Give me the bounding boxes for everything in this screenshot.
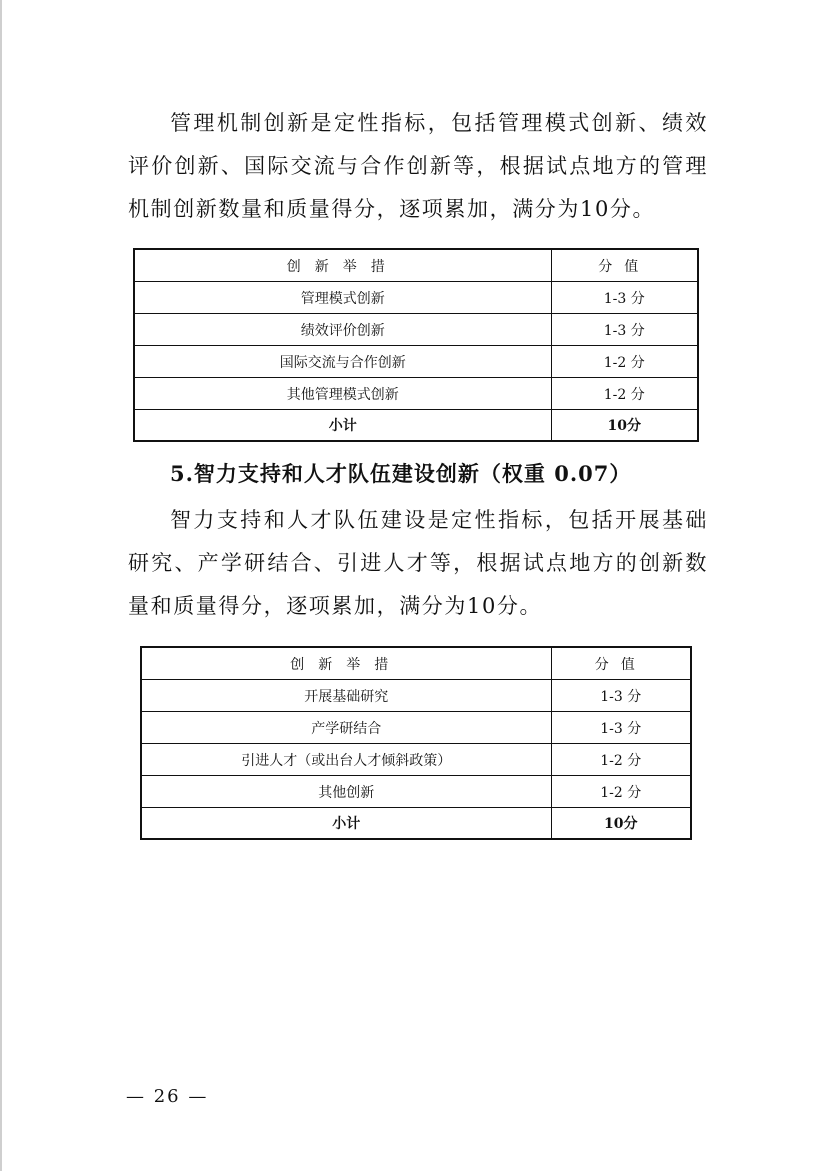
total-label: 小计 <box>134 410 551 442</box>
table-management-innovation <box>133 248 699 442</box>
table-row <box>134 378 698 410</box>
header-innovation-measures: 创新举措 <box>141 647 551 680</box>
total-label: 小计 <box>141 808 551 840</box>
page-number: — 26 — <box>126 1086 209 1107</box>
paragraph-talent-support: 智力支持和人才队伍建设是定性指标，包括开展基础研究、产学研结合、引进人才等，根据试点地方的创新数量和质量得分，逐项累加，满分为10分。 <box>128 508 708 618</box>
page-edge <box>0 0 2 1171</box>
total-score: 10分 <box>551 410 698 442</box>
section-heading: 5.智力支持和人才队伍建设创新（权重 0.07） <box>170 461 632 486</box>
row-item: 管理模式创新 <box>134 282 551 314</box>
row-score: 1-2 分 <box>551 346 698 378</box>
row-score: 1-2 分 <box>551 378 698 410</box>
row-score: 1-3 分 <box>551 680 691 712</box>
row-item: 其他创新 <box>141 776 551 808</box>
row-item: 引进人才（或出台人才倾斜政策） <box>141 744 551 776</box>
row-score: 1-2 分 <box>551 744 691 776</box>
header-score: 分值 <box>551 249 698 282</box>
row-item: 产学研结合 <box>141 712 551 744</box>
table-total-row <box>141 808 691 840</box>
row-score: 1-3 分 <box>551 282 698 314</box>
paragraph-management-mechanism: 管理机制创新是定性指标，包括管理模式创新、绩效评价创新、国际交流与合作创新等，根据试点地方的管理机制创新数量和质量得分，逐项累加，满分为10分。 <box>128 111 708 221</box>
row-score: 1-2 分 <box>551 776 691 808</box>
table-row <box>134 282 698 314</box>
row-item: 绩效评价创新 <box>134 314 551 346</box>
table-header-row <box>134 249 698 282</box>
header-innovation-measures: 创新举措 <box>134 249 551 282</box>
row-score: 1-3 分 <box>551 712 691 744</box>
row-score: 1-3 分 <box>551 314 698 346</box>
table-row <box>141 712 691 744</box>
table-total-row <box>134 410 698 442</box>
row-item: 开展基础研究 <box>141 680 551 712</box>
row-item: 其他管理模式创新 <box>134 378 551 410</box>
row-item: 国际交流与合作创新 <box>134 346 551 378</box>
total-score: 10分 <box>551 808 691 840</box>
table-row <box>141 744 691 776</box>
table-row <box>134 314 698 346</box>
header-score: 分值 <box>551 647 691 680</box>
table-row <box>141 680 691 712</box>
table-row <box>141 776 691 808</box>
table-talent-innovation <box>140 646 692 840</box>
table-header-row <box>141 647 691 680</box>
table-row <box>134 346 698 378</box>
